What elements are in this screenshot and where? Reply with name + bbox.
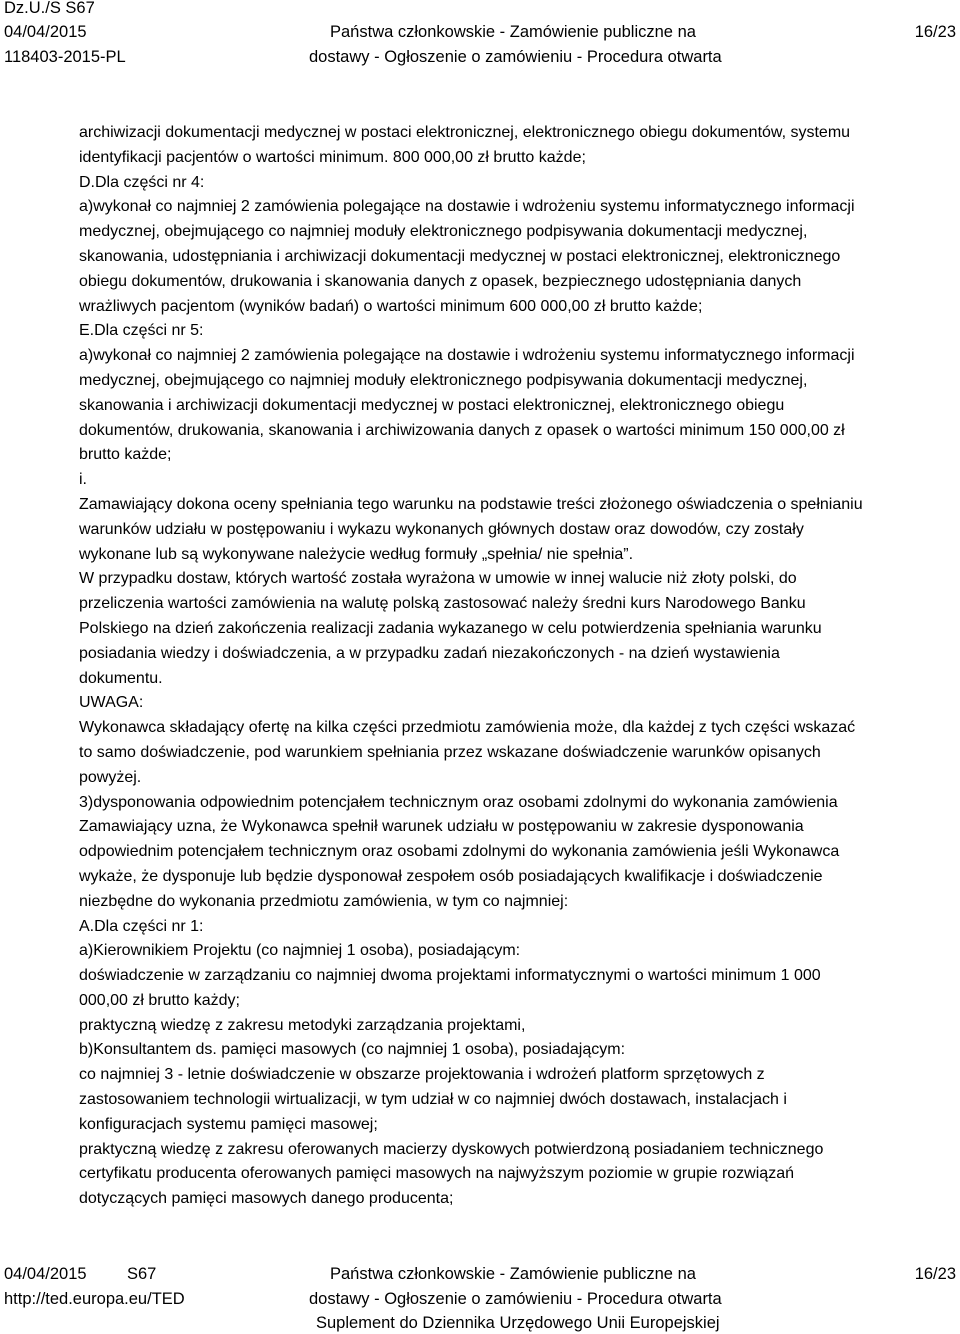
body-line: W przypadku dostaw, których wartość została wyrażona w umowie w innej walucie niż złoty polski, do [79, 570, 797, 588]
footer-title-line1: Państwa członkowskie - Zamówienie publiczne na [330, 1265, 696, 1283]
footer-page-number: 16/23 [914, 1265, 956, 1283]
body-line: Wykonawca składający ofertę na kilka części przedmiotu zamówienia może, dla każdej z tych części wskazać [79, 719, 856, 737]
body-line: UWAGA: [79, 694, 144, 712]
body-line: wykaże, że dysponuje lub będzie dysponował zespołem osób posiadających kwalifikacje i doświadczenie [79, 867, 823, 885]
body-line: warunków udziału w postępowaniu i wykazu wykonanych głównych dostaw oraz dowodów, czy zostały [79, 520, 804, 538]
body-line: archiwizacji dokumentacji medycznej w postaci elektronicznej, elektronicznego obiegu dokumentów, systemu [79, 124, 851, 141]
body-line: praktyczną wiedzę z zakresu oferowanych macierzy dyskowych potwierdzoną posiadaniem technicznego [79, 1140, 824, 1158]
footer-title-line2: dostawy - Ogłoszenie o zamówieniu - Procedura otwarta [309, 1290, 722, 1308]
footer-series: S67 [127, 1265, 157, 1283]
body-line: powyżej. [79, 768, 142, 786]
body-line: skanowania, udostępniania i archiwizacji dokumentacji medycznej w postaci elektronicznej, elektronicznego [79, 247, 841, 265]
body-line: i. [79, 471, 87, 489]
body-line: przeliczenia wartości zamówienia na walutę polską zastosować należy średni kurs Narodowego Banku [79, 595, 806, 613]
body-line: brutto każde; [79, 446, 172, 464]
body-line: medycznej, obejmującego co najmniej moduły elektronicznego podpisywania dokumentacji medycznej, [79, 223, 808, 241]
header-page-number: 16/23 [914, 23, 956, 41]
notice-id: 118403-2015-PL [4, 48, 126, 66]
body-line: to samo doświadczenie, pod warunkiem spełniania przez wskazane doświadczenie warunków opisanych [79, 743, 821, 761]
body-line: D.Dla części nr 4: [79, 173, 205, 191]
body-line: a)wykonał co najmniej 2 zamówienia polegające na dostawie i wdrożeniu systemu informatycznego informacji [79, 198, 855, 216]
body-line: E.Dla części nr 5: [79, 322, 204, 340]
body-line: niezbędne do wykonania przedmiotu zamówienia, w tym co najmniej: [79, 892, 569, 910]
body-line: wrażliwych pacjentom (wyników badań) o wartości minimum 600 000,00 zł brutto każde; [79, 297, 703, 315]
footer-date: 04/04/2015 [4, 1265, 87, 1283]
body-line: Zamawiający dokona oceny spełniania tego warunku na podstawie treści złożonego oświadczenia o spełnianiu [79, 495, 863, 513]
body-line: dotyczących pamięci masowych danego producenta; [79, 1190, 454, 1208]
body-line: konfiguracjach systemu pamięci masowej; [79, 1115, 378, 1133]
body-line: dokumentów, drukowania, skanowania i archiwizowania danych z opasek o wartości minimum 150 000,00 zł [79, 421, 845, 439]
header-title-line1: Państwa członkowskie - Zamówienie publiczne na [330, 23, 696, 41]
body-line: a)Kierownikiem Projektu (co najmniej 1 osoba), posiadającym: [79, 942, 521, 960]
body-line: 3)dysponowania odpowiednim potencjałem technicznym oraz osobami zdolnymi do wykonania zamówienia [79, 793, 838, 811]
body-line: posiadania wiedzy i doświadczenia, a w przypadku zadań niezakończonych - na dzień wystawienia [79, 644, 780, 662]
body-line: identyfikacji pacjentów o wartości minimum. 800 000,00 zł brutto każde; [79, 148, 586, 166]
document-body [79, 121, 949, 1212]
body-line: a)wykonał co najmniej 2 zamówienia polegające na dostawie i wdrożeniu systemu informatycznego informacji [79, 347, 855, 365]
header-title-line2: dostawy - Ogłoszenie o zamówieniu - Procedura otwarta [309, 48, 722, 66]
journal-reference: Dz.U./S S67 [4, 0, 95, 17]
footer-title-line3: Suplement do Dziennika Urzędowego Unii Europejskiej [316, 1314, 720, 1332]
body-line: obiegu dokumentów, drukowania i skanowania danych z opasek, bezpiecznego udostępniania danych [79, 272, 802, 290]
body-line: medycznej, obejmującego co najmniej moduły elektronicznego podpisywania dokumentacji medycznej, [79, 371, 808, 389]
body-line: A.Dla części nr 1: [79, 917, 204, 935]
body-line: zastosowaniem technologii wirtualizacji, w tym udział w co najmniej dwóch dostawach, instalacjach i [79, 1091, 787, 1109]
body-line: co najmniej 3 - letnie doświadczenie w obszarze projektowania i wdrożeń platform sprzętowych z [79, 1066, 765, 1084]
body-line: wykonane lub są wykonywane należycie według formuły „spełnia/ nie spełnia”. [79, 545, 634, 563]
header-date: 04/04/2015 [4, 23, 87, 41]
body-line: b)Konsultantem ds. pamięci masowych (co najmniej 1 osoba), posiadającym: [79, 1041, 626, 1059]
body-line: skanowania i archiwizacji dokumentacji medycznej w postaci elektronicznej, elektronicznego obiegu [79, 396, 785, 414]
body-line: doświadczenie w zarządzaniu co najmniej dwoma projektami informatycznymi o wartości minimum 1 000 [79, 967, 821, 985]
body-line: odpowiednim potencjałem technicznym oraz osobami zdolnymi do wykonania zamówienia jeśli Wykonawca [79, 843, 840, 861]
body-line: 000,00 zł brutto każdy; [79, 991, 240, 1009]
body-line: Zamawiający uzna, że Wykonawca spełnił warunek udziału w postępowaniu w zakresie dysponowania [79, 818, 804, 836]
body-line: praktyczną wiedzę z zakresu metodyki zarządzania projektami, [79, 1016, 526, 1034]
body-line: certyfikatu producenta oferowanych pamięci masowych na najwyższym poziomie w grupie rozwiązań [79, 1165, 794, 1183]
footer-url[interactable]: http://ted.europa.eu/TED [4, 1290, 185, 1308]
body-line: dokumentu. [79, 669, 163, 687]
body-line: Polskiego na dzień zakończenia realizacji zadania wykazanego w celu potwierdzenia spełniania warunku [79, 619, 822, 637]
